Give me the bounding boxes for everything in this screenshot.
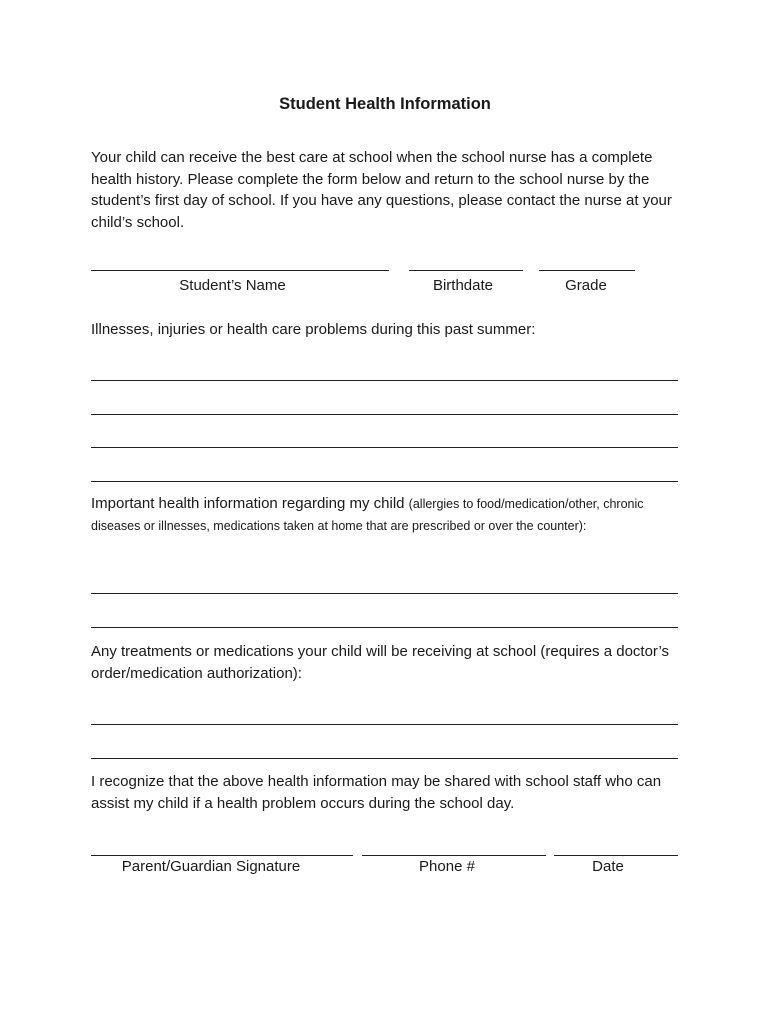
- summer-answer-line-1[interactable]: [91, 380, 678, 381]
- date-field[interactable]: [554, 855, 678, 856]
- important-info-main: Important health information regarding my child: [91, 495, 409, 512]
- treatments-answer-line-1[interactable]: [91, 724, 678, 725]
- student-name-label: Student’s Name: [179, 277, 286, 294]
- summer-question: Illnesses, injuries or health care problems during this past summer:: [91, 321, 536, 338]
- treatments-question: Any treatments or medications your child will be receiving at school (requires a doctor’s order/medication authorization):: [91, 643, 670, 682]
- signature-label: Parent/Guardian Signature: [121, 858, 301, 875]
- important-answer-line-1[interactable]: [91, 593, 678, 594]
- important-info-question: [91, 493, 681, 537]
- treatments-answer-line-2[interactable]: [91, 758, 678, 759]
- important-info-detail: (allergies to food/medication/other, chronic diseases or illnesses, medications taken at home that are prescribed or over the counter):: [91, 497, 644, 533]
- intro-paragraph: Your child can receive the best care at school when the school nurse has a complete health history. Please complete the form below and return to the school nurse by the student’s first day of school. If you have any questions, please contact the nurse at your child’s school.: [91, 149, 672, 231]
- date-label: Date: [592, 858, 624, 875]
- grade-field[interactable]: [539, 270, 635, 271]
- summer-answer-line-3[interactable]: [91, 447, 678, 448]
- phone-field[interactable]: [362, 855, 546, 856]
- signature-field[interactable]: [91, 855, 353, 856]
- student-name-field[interactable]: [91, 270, 389, 271]
- page-title: Student Health Information: [279, 95, 491, 113]
- grade-label: Grade: [565, 277, 607, 294]
- consent-statement: I recognize that the above health information may be shared with school staff who can assist my child if a health problem occurs during the school day.: [91, 773, 662, 812]
- summer-answer-line-4[interactable]: [91, 481, 678, 482]
- birthdate-field[interactable]: [409, 270, 523, 271]
- important-answer-line-2[interactable]: [91, 627, 678, 628]
- birthdate-label: Birthdate: [432, 277, 494, 294]
- summer-answer-line-2[interactable]: [91, 414, 678, 415]
- phone-label: Phone #: [419, 858, 475, 875]
